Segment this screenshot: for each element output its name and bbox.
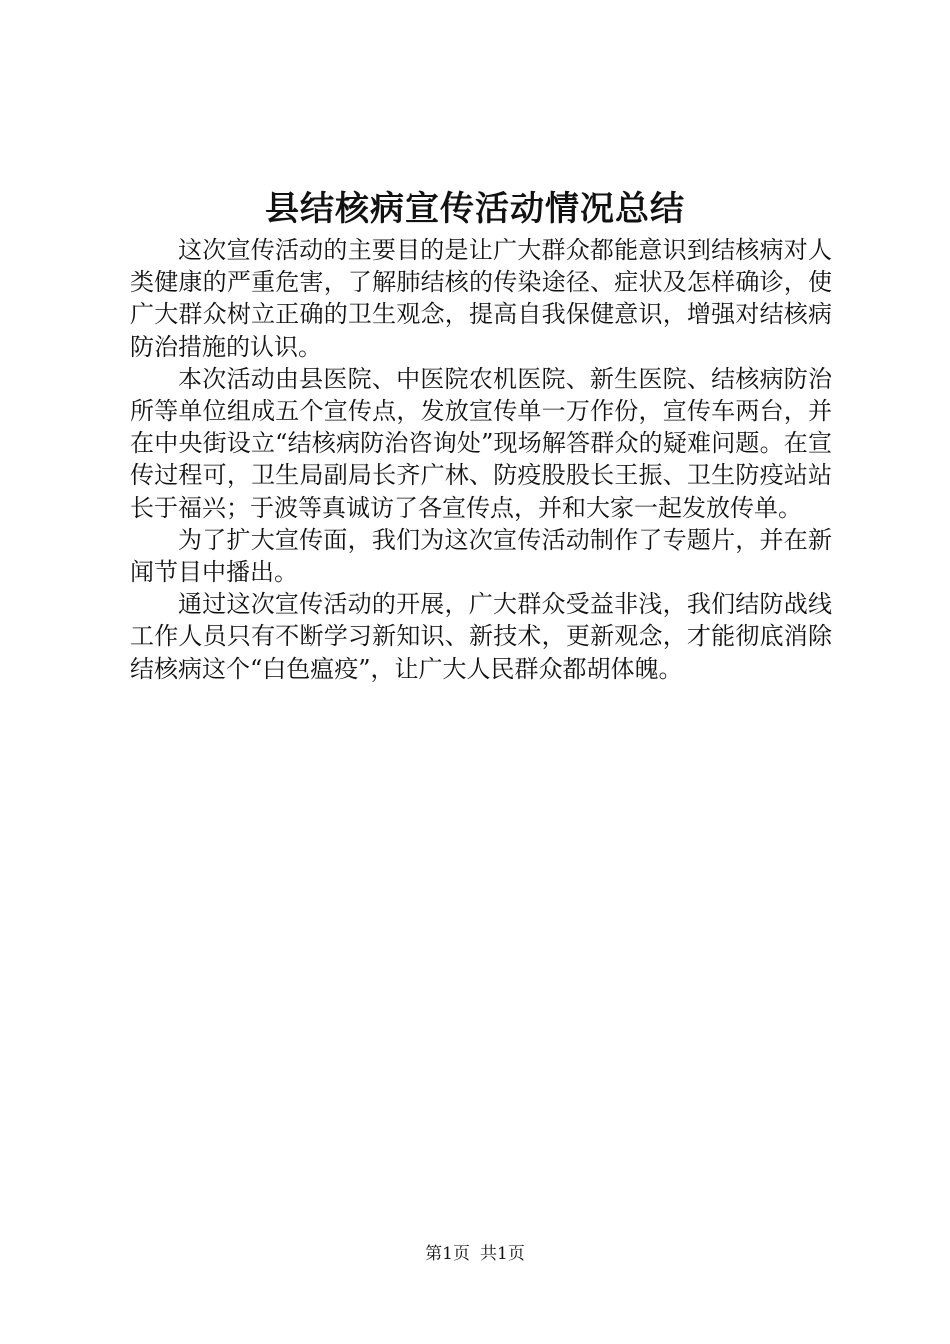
document-body (130, 234, 832, 685)
paragraph-conclusion: 通过这次宣传活动的开展，广大群众受益非浅，我们结防战线工作人员只有不断学习新知识、新技术，更新观念，才能彻底消除结核病这个“白色瘟疫”，让广大人民群众都胡体魄。 (130, 590, 832, 683)
paragraph-broadcast: 为了扩大宣传面，我们为这次宣传活动制作了专题片，并在新闻节目中播出。 (130, 525, 832, 587)
page-number-total: 共1页 (480, 1244, 525, 1264)
paragraph-purpose: 这次宣传活动的主要目的是让广大群众都能意识到结核病对人类健康的严重危害，了解肺结核的传染途径、症状及怎样确诊，使广大群众树立正确的卫生观念，提高自我保健意识，增强对结核病防治措施的认识。 (130, 236, 832, 361)
document-title: 县结核病宣传活动情况总结 (265, 189, 685, 229)
paragraph-activity: 本次活动由县医院、中医院农机医院、新生医院、结核病防治所等单位组成五个宣传点，发放宣传单一万作份，宣传车两台，并在中央街设立“结核病防治咨询处”现场解答群众的疑难问题。在宣传过程可，卫生局副局长齐广林、防疫股股长王振、卫生防疫站站长于福兴；于波等真诚访了各宣传点，并和大家一起发放传单。 (130, 364, 832, 522)
page-number-current: 第1页 (425, 1244, 470, 1264)
page-footer (0, 1242, 950, 1266)
